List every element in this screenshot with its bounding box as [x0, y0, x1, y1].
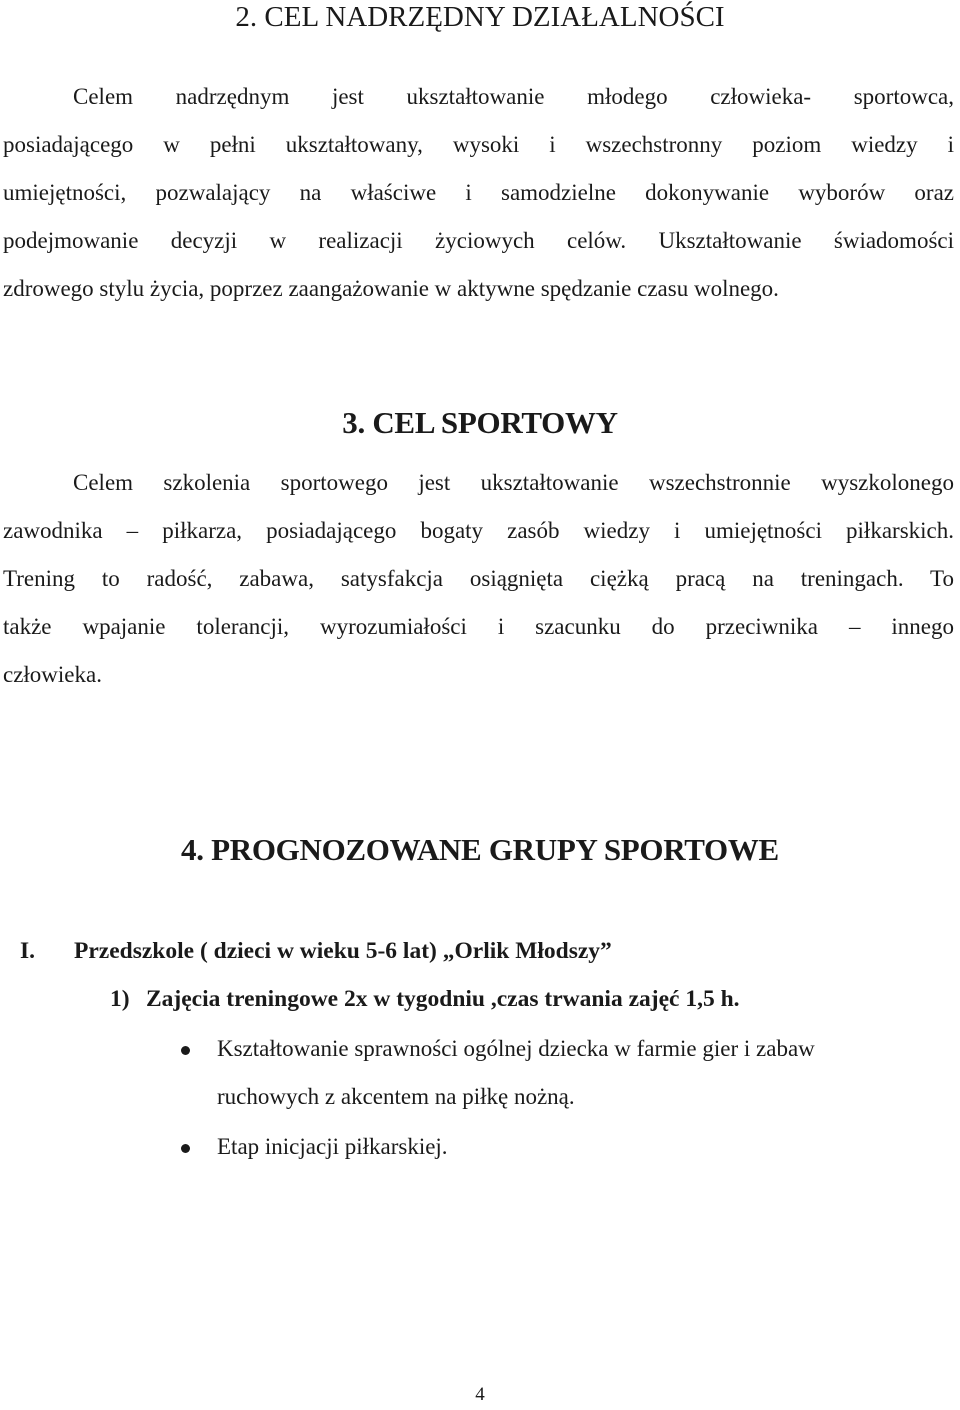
section-2-line-3: umiejętności, pozwalający na właściwe i samodzielne dokonywanie wyborów oraz	[3, 180, 954, 205]
bullet-icon	[181, 1046, 190, 1055]
section-4-heading: 4. PROGNOZOWANE GRUPY SPORTOWE	[181, 832, 779, 867]
section-2-line-5: zdrowego stylu życia, poprzez zaangażowanie w aktywne spędzanie czasu wolnego.	[3, 276, 779, 301]
bullet-2-line-1: Etap inicjacji piłkarskiej.	[217, 1134, 448, 1159]
bullet-icon	[181, 1144, 190, 1153]
section-3-line-4: także wpajanie tolerancji, wyrozumiałości i szacunku do przeciwnika – innego	[3, 614, 954, 639]
item-number: 1)	[110, 986, 130, 1012]
section-2-heading: 2. CEL NADRZĘDNY DZIAŁALNOŚCI	[235, 1, 725, 33]
section-2-line-1: Celem nadrzędnym jest ukształtowanie młodego człowieka- sportowca,	[73, 84, 954, 109]
group-title: Przedszkole ( dzieci w wieku 5-6 lat) „Orlik Młodszy”	[74, 938, 612, 964]
section-2-line-4: podejmowanie decyzji w realizacji życiowych celów. Ukształtowanie świadomości	[3, 228, 954, 253]
section-3-line-1: Celem szkolenia sportowego jest ukształtowanie wszechstronnie wyszkolonego	[73, 470, 954, 495]
section-2-line-2: posiadającego w pełni ukształtowany, wysoki i wszechstronny poziom wiedzy i	[3, 132, 954, 157]
section-3-line-2: zawodnika – piłkarza, posiadającego bogaty zasób wiedzy i umiejętności piłkarskich.	[3, 518, 954, 543]
section-3-line-3: Trening to radość, zabawa, satysfakcja osiągnięta ciężką pracą na treningach. To	[3, 566, 954, 591]
bullet-1-line-2: ruchowych z akcentem na piłkę nożną.	[217, 1084, 575, 1109]
group-numeral: I.	[20, 938, 36, 964]
section-3-line-5: człowieka.	[3, 662, 102, 687]
section-3-heading: 3. CEL SPORTOWY	[342, 405, 618, 440]
page-number: 4	[475, 1384, 485, 1405]
item-text: Zajęcia treningowe 2x w tygodniu ,czas trwania zajęć 1,5 h.	[146, 986, 740, 1012]
bullet-1-line-1: Kształtowanie sprawności ogólnej dziecka w farmie gier i zabaw	[217, 1036, 815, 1061]
